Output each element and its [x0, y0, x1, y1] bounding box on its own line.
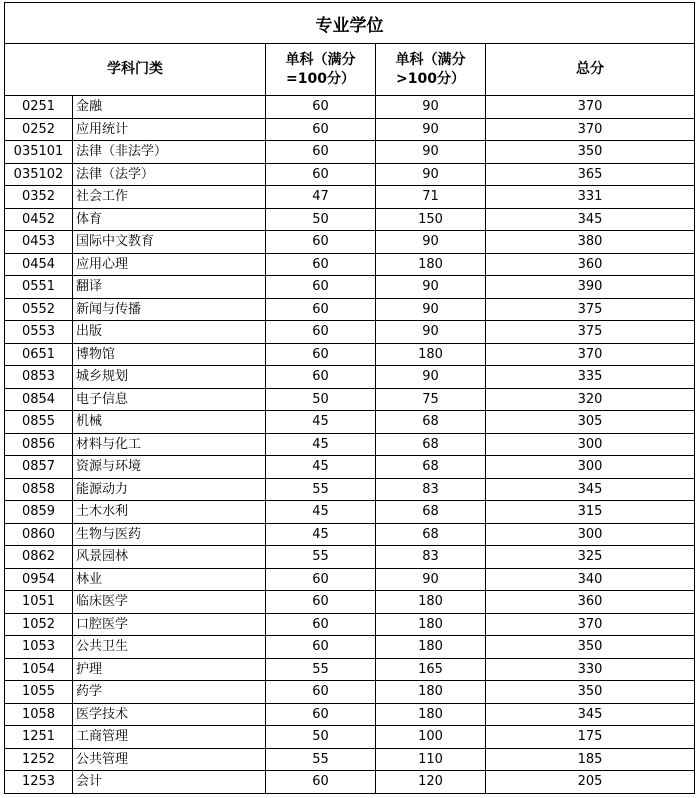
cell-code: 0954 — [5, 568, 73, 591]
table-row — [5, 478, 695, 501]
table-row — [5, 658, 695, 681]
cell-single-le-100: 60 — [266, 366, 376, 389]
cell-single-le-100: 60 — [266, 96, 376, 119]
cell-name: 会计 — [73, 771, 266, 794]
cell-total: 345 — [486, 208, 695, 231]
table-row — [5, 298, 695, 321]
cell-single-le-100: 50 — [266, 388, 376, 411]
cell-total: 300 — [486, 456, 695, 479]
cell-single-le-100: 60 — [266, 591, 376, 614]
cell-name: 资源与环境 — [73, 456, 266, 479]
cell-code: 1252 — [5, 748, 73, 771]
cell-single-gt-100: 180 — [376, 681, 486, 704]
cell-single-gt-100: 90 — [376, 298, 486, 321]
table-row — [5, 568, 695, 591]
cell-single-gt-100: 180 — [376, 343, 486, 366]
cell-total: 390 — [486, 276, 695, 299]
cell-code: 1058 — [5, 703, 73, 726]
table-row — [5, 186, 695, 209]
cell-total: 370 — [486, 343, 695, 366]
cell-single-le-100: 55 — [266, 478, 376, 501]
cell-single-le-100: 45 — [266, 433, 376, 456]
header-single-le-100-text: 单科（满分 =100分） — [285, 51, 356, 87]
table-row — [5, 726, 695, 749]
cell-name: 应用统计 — [73, 118, 266, 141]
cell-code: 035102 — [5, 163, 73, 186]
cell-total: 360 — [486, 253, 695, 276]
cell-name: 材料与化工 — [73, 433, 266, 456]
table-row — [5, 163, 695, 186]
score-table — [4, 2, 695, 794]
cell-name: 能源动力 — [73, 478, 266, 501]
cell-single-gt-100: 100 — [376, 726, 486, 749]
cell-name: 法律（法学） — [73, 163, 266, 186]
cell-single-le-100: 45 — [266, 456, 376, 479]
table-row — [5, 276, 695, 299]
cell-total: 375 — [486, 298, 695, 321]
cell-code: 0860 — [5, 523, 73, 546]
header-single-gt-100-text: 单科（满分 >100分） — [395, 51, 466, 87]
cell-name: 生物与医药 — [73, 523, 266, 546]
cell-single-gt-100: 68 — [376, 523, 486, 546]
cell-single-le-100: 60 — [266, 321, 376, 344]
cell-total: 370 — [486, 96, 695, 119]
cell-name: 医学技术 — [73, 703, 266, 726]
cell-single-le-100: 50 — [266, 726, 376, 749]
cell-code: 0855 — [5, 411, 73, 434]
cell-code: 0551 — [5, 276, 73, 299]
cell-code: 0352 — [5, 186, 73, 209]
cell-single-gt-100: 83 — [376, 478, 486, 501]
cell-single-le-100: 60 — [266, 163, 376, 186]
cell-code: 0859 — [5, 501, 73, 524]
cell-total: 380 — [486, 231, 695, 254]
cell-single-gt-100: 83 — [376, 546, 486, 569]
cell-total: 345 — [486, 703, 695, 726]
cell-code: 0857 — [5, 456, 73, 479]
cell-code: 0853 — [5, 366, 73, 389]
table-row — [5, 411, 695, 434]
header-total: 总分 — [486, 44, 695, 96]
cell-single-gt-100: 90 — [376, 231, 486, 254]
cell-name: 博物馆 — [73, 343, 266, 366]
table-row — [5, 636, 695, 659]
cell-name: 护理 — [73, 658, 266, 681]
cell-single-gt-100: 120 — [376, 771, 486, 794]
cell-single-gt-100: 90 — [376, 366, 486, 389]
cell-code: 1055 — [5, 681, 73, 704]
table-row — [5, 456, 695, 479]
cell-single-gt-100: 150 — [376, 208, 486, 231]
cell-single-gt-100: 68 — [376, 411, 486, 434]
cell-single-gt-100: 90 — [376, 96, 486, 119]
cell-single-gt-100: 90 — [376, 118, 486, 141]
cell-name: 机械 — [73, 411, 266, 434]
cell-name: 国际中文教育 — [73, 231, 266, 254]
cell-code: 0252 — [5, 118, 73, 141]
cell-name: 口腔医学 — [73, 613, 266, 636]
cell-total: 345 — [486, 478, 695, 501]
cell-total: 175 — [486, 726, 695, 749]
cell-name: 药学 — [73, 681, 266, 704]
cell-single-le-100: 60 — [266, 636, 376, 659]
cell-total: 330 — [486, 658, 695, 681]
cell-code: 0453 — [5, 231, 73, 254]
table-row — [5, 681, 695, 704]
table-row — [5, 366, 695, 389]
cell-single-gt-100: 75 — [376, 388, 486, 411]
cell-code: 035101 — [5, 141, 73, 164]
cell-single-gt-100: 68 — [376, 433, 486, 456]
cell-name: 出版 — [73, 321, 266, 344]
cell-total: 375 — [486, 321, 695, 344]
cell-code: 0251 — [5, 96, 73, 119]
cell-single-le-100: 45 — [266, 523, 376, 546]
table-row — [5, 613, 695, 636]
cell-single-gt-100: 71 — [376, 186, 486, 209]
cell-single-gt-100: 180 — [376, 253, 486, 276]
cell-single-le-100: 55 — [266, 748, 376, 771]
cell-total: 360 — [486, 591, 695, 614]
cell-total: 370 — [486, 118, 695, 141]
cell-code: 0452 — [5, 208, 73, 231]
table-row — [5, 388, 695, 411]
cell-single-le-100: 60 — [266, 613, 376, 636]
cell-total: 331 — [486, 186, 695, 209]
cell-name: 应用心理 — [73, 253, 266, 276]
cell-total: 370 — [486, 613, 695, 636]
cell-total: 305 — [486, 411, 695, 434]
cell-single-gt-100: 110 — [376, 748, 486, 771]
cell-single-gt-100: 90 — [376, 141, 486, 164]
cell-code: 1052 — [5, 613, 73, 636]
cell-name: 翻译 — [73, 276, 266, 299]
cell-total: 315 — [486, 501, 695, 524]
cell-total: 350 — [486, 141, 695, 164]
cell-name: 金融 — [73, 96, 266, 119]
cell-total: 365 — [486, 163, 695, 186]
cell-name: 体育 — [73, 208, 266, 231]
table-row — [5, 231, 695, 254]
cell-name: 公共管理 — [73, 748, 266, 771]
cell-single-gt-100: 68 — [376, 501, 486, 524]
cell-single-le-100: 55 — [266, 546, 376, 569]
cell-single-le-100: 60 — [266, 703, 376, 726]
cell-code: 1054 — [5, 658, 73, 681]
cell-single-le-100: 60 — [266, 771, 376, 794]
header-category: 学科门类 — [5, 44, 266, 96]
cell-single-le-100: 60 — [266, 231, 376, 254]
cell-name: 法律（非法学） — [73, 141, 266, 164]
cell-single-le-100: 60 — [266, 568, 376, 591]
cell-code: 1051 — [5, 591, 73, 614]
cell-single-le-100: 60 — [266, 343, 376, 366]
cell-name: 风景园林 — [73, 546, 266, 569]
cell-code: 0858 — [5, 478, 73, 501]
cell-total: 350 — [486, 636, 695, 659]
cell-name: 社会工作 — [73, 186, 266, 209]
cell-code: 0454 — [5, 253, 73, 276]
cell-single-gt-100: 180 — [376, 636, 486, 659]
table-row — [5, 96, 695, 119]
cell-code: 0552 — [5, 298, 73, 321]
table-row — [5, 118, 695, 141]
table-row — [5, 343, 695, 366]
table-row — [5, 703, 695, 726]
cell-code: 0856 — [5, 433, 73, 456]
table-row — [5, 771, 695, 794]
table-row — [5, 501, 695, 524]
cell-single-gt-100: 68 — [376, 456, 486, 479]
cell-code: 0854 — [5, 388, 73, 411]
cell-name: 新闻与传播 — [73, 298, 266, 321]
cell-name: 城乡规划 — [73, 366, 266, 389]
header-single-gt-100 — [376, 44, 486, 96]
cell-code: 0862 — [5, 546, 73, 569]
cell-single-gt-100: 90 — [376, 276, 486, 299]
cell-single-le-100: 60 — [266, 118, 376, 141]
table-row — [5, 546, 695, 569]
cell-name: 林业 — [73, 568, 266, 591]
cell-total: 325 — [486, 546, 695, 569]
cell-single-le-100: 60 — [266, 276, 376, 299]
cell-single-le-100: 60 — [266, 681, 376, 704]
cell-single-le-100: 55 — [266, 658, 376, 681]
cell-single-le-100: 60 — [266, 141, 376, 164]
cell-total: 335 — [486, 366, 695, 389]
cell-single-le-100: 45 — [266, 501, 376, 524]
cell-single-gt-100: 90 — [376, 568, 486, 591]
table-row — [5, 591, 695, 614]
table-body — [5, 96, 695, 794]
table-row — [5, 141, 695, 164]
table-row — [5, 523, 695, 546]
cell-name: 工商管理 — [73, 726, 266, 749]
cell-single-le-100: 45 — [266, 411, 376, 434]
cell-code: 1253 — [5, 771, 73, 794]
cell-total: 300 — [486, 523, 695, 546]
cell-single-gt-100: 180 — [376, 703, 486, 726]
table-row — [5, 208, 695, 231]
cell-code: 1053 — [5, 636, 73, 659]
cell-single-le-100: 60 — [266, 253, 376, 276]
cell-single-gt-100: 90 — [376, 321, 486, 344]
table-title: 专业学位 — [5, 3, 695, 44]
cell-name: 公共卫生 — [73, 636, 266, 659]
cell-code: 0651 — [5, 343, 73, 366]
header-single-le-100 — [266, 44, 376, 96]
cell-total: 300 — [486, 433, 695, 456]
cell-total: 205 — [486, 771, 695, 794]
cell-code: 1251 — [5, 726, 73, 749]
table-row — [5, 253, 695, 276]
cell-total: 320 — [486, 388, 695, 411]
cell-name: 临床医学 — [73, 591, 266, 614]
table-row — [5, 433, 695, 456]
cell-single-le-100: 47 — [266, 186, 376, 209]
cell-total: 340 — [486, 568, 695, 591]
cell-total: 185 — [486, 748, 695, 771]
cell-total: 350 — [486, 681, 695, 704]
cell-single-le-100: 60 — [266, 298, 376, 321]
table-row — [5, 748, 695, 771]
cell-name: 电子信息 — [73, 388, 266, 411]
cell-single-gt-100: 165 — [376, 658, 486, 681]
cell-name: 土木水利 — [73, 501, 266, 524]
cell-single-gt-100: 90 — [376, 163, 486, 186]
cell-single-gt-100: 180 — [376, 591, 486, 614]
cell-single-le-100: 50 — [266, 208, 376, 231]
cell-code: 0553 — [5, 321, 73, 344]
table-row — [5, 321, 695, 344]
cell-single-gt-100: 180 — [376, 613, 486, 636]
